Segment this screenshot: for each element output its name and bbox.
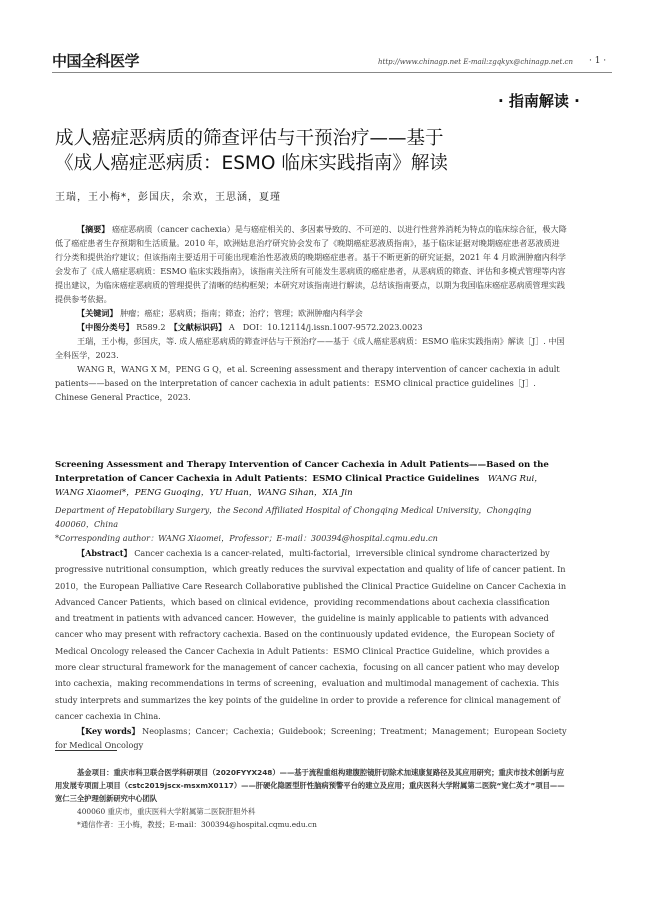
keywords-text: 肿瘤；癌症；恶病质；指南；筛查；治疗；管理；欧洲肿瘤内科学会 xyxy=(120,308,363,318)
title-line-1: 成人癌症恶病质的筛查评估与干预治疗——基于 xyxy=(55,128,444,149)
chinese-abstract-block xyxy=(55,222,567,404)
english-abstract xyxy=(55,545,567,724)
page-number: · 1 · xyxy=(589,56,607,66)
abstract-label: 【摘要】 xyxy=(77,224,110,234)
english-title-text: Screening Assessment and Therapy Intervention of Cancer Cachexia in Adult Patients——Based on the Interpretation of Cancer Cachexia in Adult Patients：ESMO Clinical Practice Guidelines xyxy=(55,460,549,484)
authors: 王瑞，王小梅*，彭国庆，余欢，王思涵，夏瑾 xyxy=(55,192,281,203)
doc-code-label: 【文献标识码】 xyxy=(173,322,227,332)
doi: DOI：10.12114/j.issn.1007-9572.2023.0023 xyxy=(242,322,423,332)
journal-logo: 中国全科医学 xyxy=(52,52,140,70)
keywords-label: 【关键词】 xyxy=(77,308,118,318)
header-url: http://www.chinagp.net E-mail:zgqkyx@chinagp.net.cn xyxy=(378,58,573,66)
classification xyxy=(55,320,567,334)
corresponding-note: *通信作者：王小梅，教授；E-mail：300394@hospital.cqmu.edu.cn xyxy=(77,820,317,829)
english-corresponding: *Corresponding author：WANG Xiaomei，Professor；E-mail：300394@hospital.cqmu.edu.cn xyxy=(55,533,438,543)
article-title xyxy=(55,126,615,176)
address-note: 400060 重庆市，重庆医科大学附属第二医院肝胆外科 xyxy=(77,807,256,816)
citation-en: WANG R，WANG X M，PENG G Q，et al. Screening assessment and therapy intervention of cancer cachexia in adult patients——based on the interpretation of cancer cachexia in adult patients：ESMO clinical practice guidelines［J］. Chinese General Practice，2023. xyxy=(55,364,560,402)
classification-label: 【中图分类号】 xyxy=(77,322,134,332)
abstract-text: 癌症恶病质（cancer cachexia）是与癌症相关的、多因素导致的、不可逆的、以进行性营养消耗为特点的临床综合征，极大降低了癌症患者生存预期和生活质量。2010 年，欧洲姑息治疗研究协会发布了《晚期癌症恶液质指南》，基于临床证据对晚期癌症患者恶液质进行分类和提供治疗建议；但该指南主要适用于可能出现难治性恶液质的晚期癌症患者。基于不断更新的研究证据，2021 年 4 月欧洲肿瘤内科学会发布了《成人癌症恶病质：ESMO 临床实践指南》，该指南关注所有可能发生恶病质的癌症患者，从恶病质的筛查、评估和多模式管理等内容提出建议，为临床癌症恶病质的管理提供了清晰的结构框架；本研究对该指南进行解读，总结该指南要点，以期为我国临床癌症恶病质管理实践提供参考依据。 xyxy=(55,224,567,304)
english-abstract-label: 【Abstract】 xyxy=(77,548,132,558)
english-keywords xyxy=(55,724,567,752)
header-divider xyxy=(52,72,612,73)
abstract xyxy=(55,222,567,306)
title-line-2: 《成人癌症恶病质：ESMO 临床实践指南》解读 xyxy=(55,153,448,174)
footnote-divider xyxy=(55,750,117,751)
english-keywords-text: Neoplasms；Cancer；Cachexia；Guidebook；Screening；Treatment；Management；European Society for Medical Oncology xyxy=(55,726,567,751)
citation-cn: 王瑞，王小梅，彭国庆，等. 成人癌症恶病质的筛查评估与干预治疗——基于《成人癌症恶病质：ESMO 临床实践指南》解读［J］. 中国全科医学，2023. xyxy=(55,336,565,360)
english-abstract-text: Cancer cachexia is a cancer-related，multi-factorial，irreversible clinical syndrome characterized by progressive nutritional consumption，which greatly reduces the survival expectation and quality of life of cancer patient. In 2010，the European Palliative Care Research Collaborative published the Clinical Practice Guideline on Cancer Cachexia in Advanced Cancer Patients，which based on clinical evidence，providing recommendations about cachexia classification and treatment in patients with advanced cancer. However，the guideline is mainly applicable to patients with advanced cancer who may present with refractory cachexia. Based on the continuously updated evidence，the European Society of Medical Oncology released the Cancer Cachexia in Adult Patients：ESMO Clinical Practice Guideline，which provides a more clear structural framework for the management of cancer cachexia，focusing on all cancer patient who may develop into cachexia，making recommendations in terms of screening，evaluation and multimodal management of cachexia. This study interprets and summarizes the key points of the guideline in order to provide a reference for clinical management of cancer cachexia in China. xyxy=(55,548,567,721)
footnotes xyxy=(55,766,567,831)
english-title xyxy=(55,458,567,500)
english-authors: WANG Rui，WANG Xiaomei*，PENG Guoqing，YU Huan，WANG Sihan，XIA Jin xyxy=(55,474,543,498)
english-affiliation: Department of Hepatobiliary Surgery，the Second Affiliated Hospital of Chongqing Medical University，Chongqing 400060，China xyxy=(55,505,532,529)
english-abstract-block xyxy=(55,458,567,752)
keywords xyxy=(55,306,567,320)
classification-code: R589.2 xyxy=(136,322,166,332)
doc-code: A xyxy=(228,322,235,332)
fund-note: 基金项目：重庆市科卫联合医学科研项目（2020FYYX248）——基于流程重组构建腹腔镜肝切除术加速康复路径及其应用研究；重庆市技术创新与应用发展专项面上项目（cstc2019jscx-msxmX0117）——肝硬化隐匿型肝性脑病预警平台的建立及应用；重庆医科大学附属第二医院“宽仁英才”项目——宽仁三全护理创新研究中心团队 xyxy=(55,768,565,803)
english-keywords-label: 【Key words】 xyxy=(77,726,140,737)
section-label: · 指南解读 · xyxy=(498,92,580,110)
